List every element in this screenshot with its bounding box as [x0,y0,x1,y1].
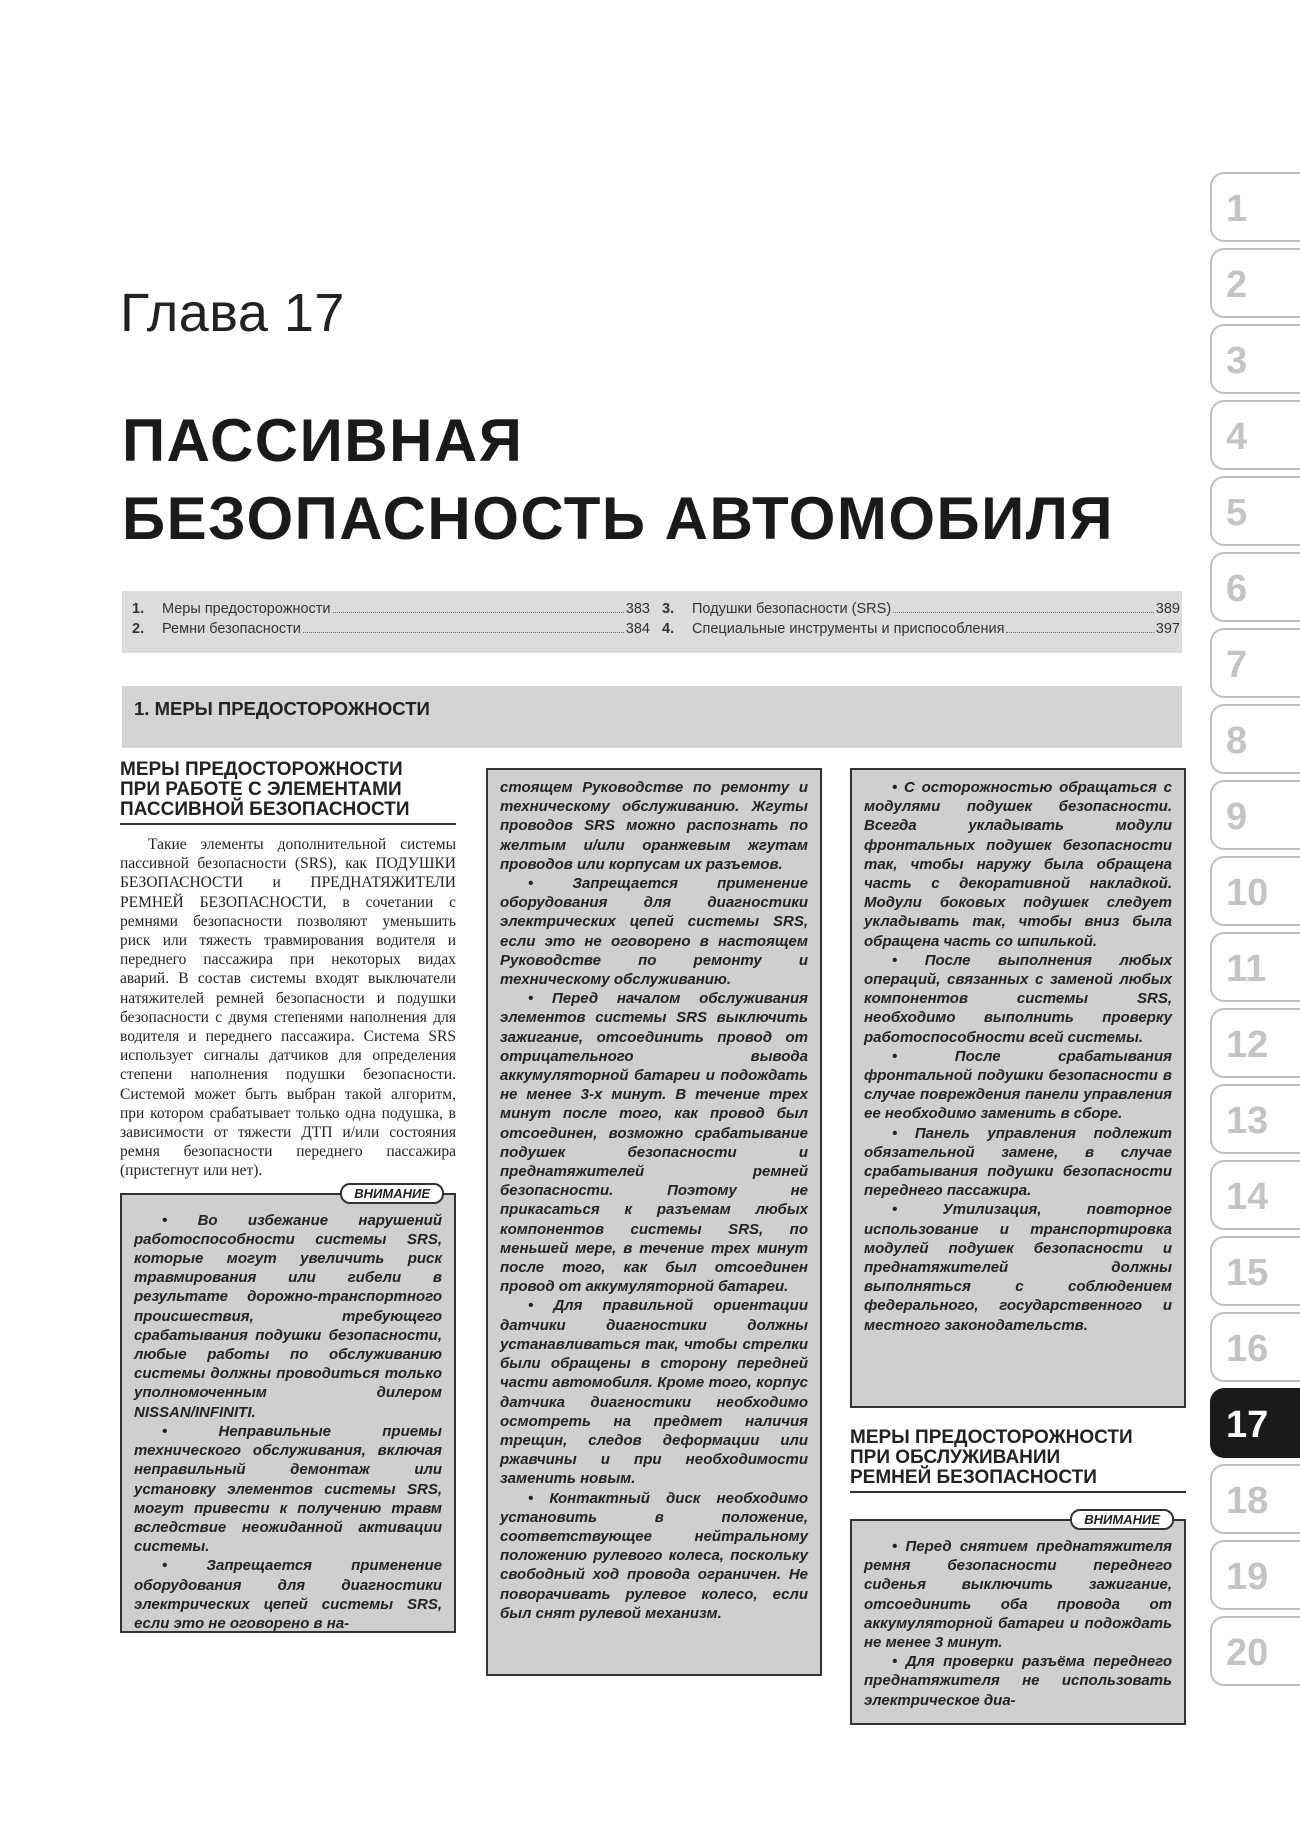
warning-box [486,768,822,1676]
warning-paragraph: • Для правильной ориентации датчики диагностики должны устанавливаться так, чтобы стрелки были обращены в сторону передней части автомобиля. Кроме того, корпус датчика диагностики необходимо осмотреть на предмет наличия трещин, следов деформации или ржавчины и при необходимости заменить новым. [500,1297,808,1488]
body-paragraph: Такие элементы дополнительной системы пассивной безопасности (SRS), как ПОДУШКИ БЕЗОПАСНОСТИ и ПРЕДНАТЯЖИТЕЛИ РЕМНЕЙ БЕЗОПАСНОСТИ, в сочетании с ремнями безопасности позволяют уменьшить риск или тяжесть травмирования водителя и переднего пассажира при некоторых видах аварий. В состав системы входят выключатели натяжителей ремней безопасности и подушки безопасности с двумя степенями наполнения для водителя и переднего пассажира. Система SRS использует сигналы датчиков для определения степени наполнения подушки безопасности. Системой может быть выбран такой алгоритм, при котором срабатывает только одна подушка, в зависимости от тяжести ДТП и/или состояния ремня безопасности переднего пассажира (пристегнут или нет). [120,836,456,1180]
chapter-tab-10[interactable] [1210,856,1300,926]
chapter-tab-number: 12 [1226,1024,1269,1066]
toc-title: Ремни безопасности [162,621,301,637]
chapter-tab-5[interactable] [1210,476,1300,546]
chapter-tab-14[interactable] [1210,1160,1300,1230]
chapter-tab-17[interactable] [1210,1388,1300,1458]
chapter-tab-16[interactable] [1210,1312,1300,1382]
chapter-tab-18[interactable] [1210,1464,1300,1534]
toc-entry[interactable] [662,621,1180,641]
warning-paragraph: стоящем Руководстве по ремонту и техническому обслуживанию. Жгуты проводов SRS можно распознать по желтым и/или оранжевым жгутам проводов или корпусам их разъемов. [500,779,808,873]
toc-number: 1. [132,601,145,617]
subsection-heading [850,1428,1186,1493]
warning-paragraph: • Запрещается применение оборудования для диагностики электрических цепей системы SRS, если это не оговорено в настоящем Руководстве по ремонту и техническому обслуживанию. [500,875,808,989]
toc-title: Меры предосторожности [162,601,331,617]
warning-paragraph: • После выполнения любых операций, связанных с заменой любых компонентов системы SRS, необходимо выполнить проверку работоспособности всей системы. [864,951,1172,1046]
chapter-tab-3[interactable] [1210,324,1300,394]
chapter-title-line-1: ПАССИВНАЯ [122,407,524,474]
chapter-tab-number: 3 [1226,340,1248,382]
section-bar [122,686,1182,748]
chapter-tab-number: 20 [1226,1632,1269,1674]
chapter-tab-4[interactable] [1210,400,1300,470]
heading-line: РЕМНЕЙ БЕЗОПАСНОСТИ [850,1467,1097,1488]
heading-line: ПАССИВНОЙ БЕЗОПАСНОСТИ [120,799,410,820]
toc-page: 397 [1155,621,1180,637]
warning-label: ВНИМАНИЕ [1070,1509,1174,1530]
toc-title: Подушки безопасности (SRS) [692,601,892,617]
heading-line: МЕРЫ ПРЕДОСТОРОЖНОСТИ [850,1427,1133,1448]
chapter-tab-number: 4 [1226,416,1248,458]
toc-entry[interactable] [132,621,650,641]
warning-label: ВНИМАНИЕ [340,1183,444,1204]
warning-text [134,1211,442,1633]
chapter-tab-15[interactable] [1210,1236,1300,1306]
toc-entry[interactable] [662,601,1180,621]
chapter-tab-8[interactable] [1210,704,1300,774]
chapter-label: Глава 17 [120,283,345,343]
column-2 [486,768,822,1676]
chapter-tab-9[interactable] [1210,780,1300,850]
chapter-tab-number: 15 [1226,1252,1269,1294]
toc-column-left [132,601,650,641]
warning-paragraph: • Перед началом обслуживания элементов системы SRS выключить зажигание, отсоединить провод от отрицательного вывода аккумуляторной батареи и подождать не менее 3-х минут. В течение трех минут после того, как провод был отсоединен, возможно срабатывание подушек безопасности и преднатяжителей ремней безопасности. Поэтому не прикасаться к разъемам любых компонентов системы SRS, по меньшей мере, в течение трех минут после того, как был отсоединен провод от аккумуляторной батареи. [500,990,808,1296]
chapter-tab-13[interactable] [1210,1084,1300,1154]
chapter-tab-number: 19 [1226,1556,1269,1598]
chapter-tab-number: 9 [1226,796,1248,838]
chapter-tab-number: 7 [1226,644,1248,686]
warning-text [864,778,1172,1335]
warning-box [850,1512,1186,1725]
toc-title: Специальные инструменты и приспособления [692,621,1005,637]
chapter-tab-number: 1 [1226,188,1248,230]
toc-page: 383 [625,601,650,617]
warning-box [120,1185,456,1633]
subsection-heading [120,760,456,825]
warning-paragraph: • Запрещается применение оборудования для диагностики электрических цепей системы SRS, если это не оговорено в на- [134,1557,442,1632]
chapter-tab-number: 13 [1226,1100,1269,1142]
toc-number: 3. [662,601,675,617]
warning-paragraph: • После срабатывания фронтальной подушки безопасности в случае повреждения панели управления ее необходимо заменить в сборе. [864,1047,1172,1123]
chapter-tab-number: 5 [1226,492,1248,534]
column-1 [120,760,456,1633]
chapter-tab-11[interactable] [1210,932,1300,1002]
chapter-tab-number: 8 [1226,720,1248,762]
warning-text [864,1537,1172,1710]
chapter-tab-number: 10 [1226,872,1269,914]
toc-leader [303,632,624,633]
chapter-tab-2[interactable] [1210,248,1300,318]
chapter-title [122,402,1182,558]
table-of-contents [122,591,1182,653]
chapter-tab-number: 6 [1226,568,1248,610]
warning-paragraph: • Утилизация, повторное использование и транспортировка модулей подушек безопасности и преднатяжителей должны выполняться с соблюдением федерального, государственного и местного законодательств. [864,1201,1172,1334]
heading-line: МЕРЫ ПРЕДОСТОРОЖНОСТИ [120,759,403,780]
chapter-tab-number: 18 [1226,1480,1269,1522]
toc-leader [1006,632,1153,633]
warning-paragraph: • Для проверки разъёма переднего преднатяжителя не использовать электрическое диа- [864,1653,1172,1709]
toc-leader [893,612,1154,613]
chapter-tab-number: 14 [1226,1176,1269,1218]
chapter-tab-19[interactable] [1210,1540,1300,1610]
chapter-tab-number: 2 [1226,264,1248,306]
toc-column-right [662,601,1180,641]
toc-entry[interactable] [132,601,650,621]
toc-page: 384 [625,621,650,637]
chapter-tab-number: 17 [1226,1404,1269,1446]
warning-paragraph: • Контактный диск необходимо установить в положение, соответствующее нейтральному положению рулевого колеса, поскольку свободный ход провода ограничен. Не поворачивать рулевое колесо, если был снят рулевой механизм. [500,1489,808,1622]
chapter-tab-1[interactable] [1210,172,1300,242]
toc-number: 4. [662,621,675,637]
chapter-tab-6[interactable] [1210,552,1300,622]
warning-text [500,778,808,1623]
warning-paragraph: • Перед снятием преднатяжителя ремня безопасности переднего сиденья выключить зажигание, отсоединить оба провода от аккумуляторной батареи и подождать не менее 3 минут. [864,1538,1172,1652]
chapter-tab-number: 11 [1226,948,1267,990]
warning-paragraph: • Панель управления подлежит обязательной замене, в случае срабатывания подушки безопасности переднего пассажира. [864,1124,1172,1200]
warning-paragraph: • Во избежание нарушений работоспособности системы SRS, которые могут увеличить риск травмирования или гибели в результате дорожно-транспортного происшествия, требующего срабатывания подушки безопасности, любые работы по обслуживанию системы должны проводиться только уполномоченным дилером NISSAN/INFINITI. [134,1211,442,1421]
chapter-tab-20[interactable] [1210,1616,1300,1686]
toc-leader [333,612,624,613]
heading-line: ПРИ ОБСЛУЖИВАНИИ [850,1447,1061,1468]
chapter-tab-number: 16 [1226,1328,1269,1370]
chapter-title-line-2: БЕЗОПАСНОСТЬ АВТОМОБИЛЯ [122,485,1115,552]
column-3 [850,768,1186,1725]
toc-number: 2. [132,621,145,637]
chapter-tab-12[interactable] [1210,1008,1300,1078]
warning-paragraph: • С осторожностью обращаться с модулями подушек безопасности. Всегда укладывать модули фронтальных подушек безопасности так, чтобы наружу была обращена часть с декоративной накладкой. Модули боковых подушек следует укладывать так, чтобы вниз была обращена часть со шпилькой. [864,779,1172,950]
heading-line: ПРИ РАБОТЕ С ЭЛЕМЕНТАМИ [120,779,402,800]
chapter-tabs [1210,172,1300,1692]
chapter-tab-7[interactable] [1210,628,1300,698]
warning-box [850,768,1186,1408]
section-title: 1. МЕРЫ ПРЕДОСТОРОЖНОСТИ [134,698,430,719]
toc-page: 389 [1155,601,1180,617]
warning-paragraph: • Неправильные приемы технического обслуживания, включая неправильный демонтаж или установку элементов системы SRS, могут привести к получению травм вследствие неожиданной активации системы. [134,1422,442,1556]
